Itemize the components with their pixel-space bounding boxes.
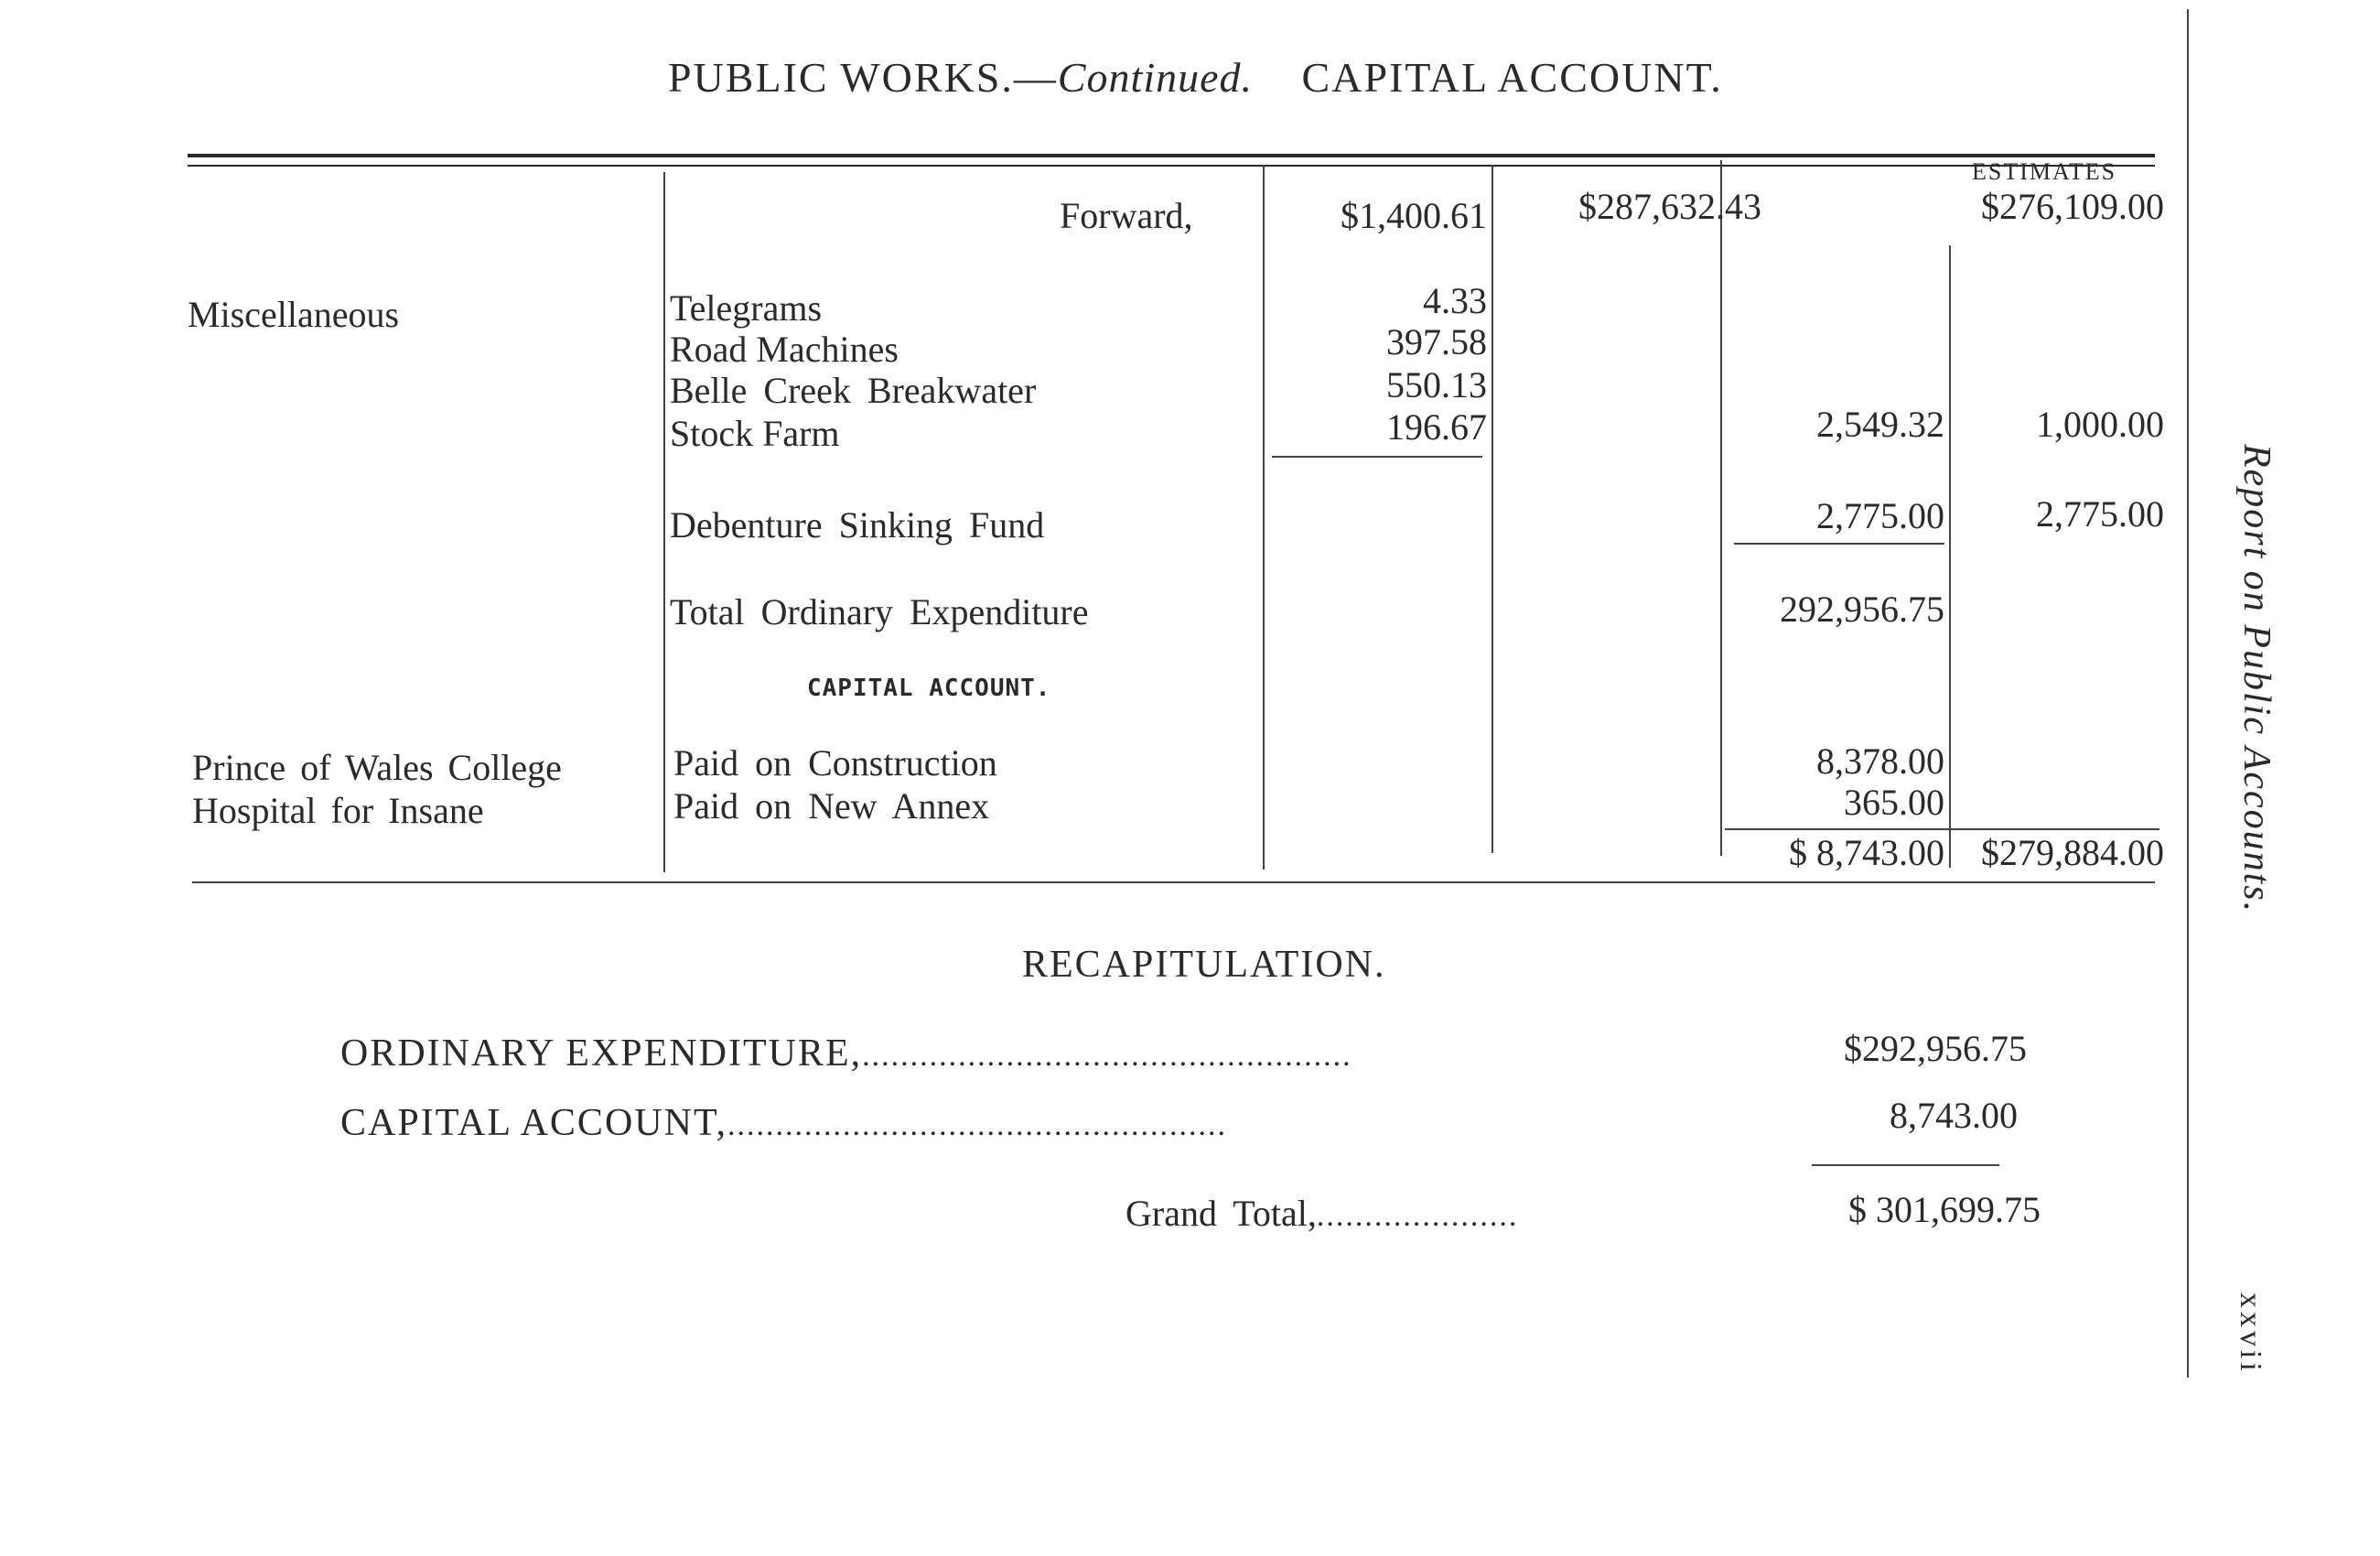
col-line-5 bbox=[1949, 245, 1951, 868]
misc-estimate: 1,000.00 bbox=[2036, 404, 2164, 445]
right-margin-rule bbox=[2187, 9, 2189, 1378]
debenture-amount: 2,775.00 bbox=[1816, 495, 1944, 536]
recap-label: CAPITAL ACCOUNT, bbox=[340, 1102, 727, 1144]
grand-total-label: Grand Total, bbox=[1125, 1193, 1317, 1234]
misc-item-amount: 550.13 bbox=[1386, 364, 1487, 405]
debenture-rule bbox=[1734, 543, 1944, 545]
header-continued: Continued. bbox=[1057, 54, 1254, 101]
top-rule-thick bbox=[188, 154, 2155, 157]
recap-dots: ................................................... bbox=[862, 1039, 1352, 1073]
grand-total-amount: $ 301,699.75 bbox=[1848, 1189, 2041, 1230]
total-ordinary-label: Total Ordinary Expenditure bbox=[670, 591, 1089, 632]
col-line-1 bbox=[663, 172, 665, 872]
recap-total-rule bbox=[1812, 1164, 1999, 1166]
capital-total-estimate: $279,884.00 bbox=[1981, 832, 2164, 873]
page-number: xxvii bbox=[2234, 1292, 2267, 1375]
recap-row-2 bbox=[340, 1101, 1227, 1145]
recap-amount: 8,743.00 bbox=[1890, 1095, 2018, 1136]
misc-subtotal: 2,549.32 bbox=[1816, 404, 1944, 445]
recap-dots: .................................................... bbox=[727, 1108, 1227, 1142]
header-left: PUBLIC WORKS.— bbox=[668, 54, 1058, 101]
recap-title: RECAPITULATION. bbox=[1022, 944, 1386, 986]
misc-item-amount: 397.58 bbox=[1386, 321, 1487, 362]
capital-category: Prince of Wales College bbox=[192, 747, 562, 788]
capital-amount: 8,378.00 bbox=[1816, 740, 1944, 782]
capital-account-heading: CAPITAL ACCOUNT. bbox=[807, 675, 1051, 702]
debenture-label: Debenture Sinking Fund bbox=[670, 504, 1045, 546]
estimates-header: ESTIMATES bbox=[1972, 158, 2117, 185]
side-title: Report on Public Accounts. bbox=[2235, 444, 2278, 914]
capital-category: Hospital for Insane bbox=[192, 790, 484, 831]
capital-label: Paid on New Annex bbox=[673, 785, 990, 827]
misc-item-label: Belle Creek Breakwater bbox=[670, 370, 1037, 411]
top-rule-thin bbox=[188, 165, 2155, 167]
grand-total-row bbox=[1125, 1192, 1518, 1235]
table-bottom-rule bbox=[192, 881, 2155, 883]
misc-item-label: Stock Farm bbox=[670, 413, 840, 454]
misc-item-label: Road Machines bbox=[670, 329, 899, 370]
debenture-estimate: 2,775.00 bbox=[2036, 493, 2164, 535]
misc-item-amount: 196.67 bbox=[1386, 406, 1487, 448]
misc-item-amount: 4.33 bbox=[1423, 280, 1487, 321]
recap-amount: $292,956.75 bbox=[1844, 1028, 2027, 1069]
misc-subtotal-rule bbox=[1272, 456, 1482, 458]
forward-col4: $276,109.00 bbox=[1981, 186, 2164, 227]
forward-col1: $1,400.61 bbox=[1341, 195, 1487, 236]
header-right: CAPITAL ACCOUNT. bbox=[1301, 54, 1723, 101]
capital-amount: 365.00 bbox=[1844, 782, 1944, 823]
total-ordinary-amount: 292,956.75 bbox=[1780, 589, 1944, 630]
recap-label: ORDINARY EXPENDITURE, bbox=[340, 1032, 863, 1075]
forward-col3: $287,632.43 bbox=[1578, 186, 1761, 227]
misc-item-label: Telegrams bbox=[670, 287, 823, 329]
forward-label: Forward, bbox=[1060, 195, 1193, 236]
capital-label: Paid on Construction bbox=[673, 742, 997, 783]
capital-total-rule bbox=[1725, 828, 2159, 830]
page-header bbox=[668, 53, 1723, 102]
col-line-3 bbox=[1492, 165, 1493, 853]
col-line-2 bbox=[1263, 165, 1265, 870]
grand-total-dots: ..................... bbox=[1316, 1199, 1519, 1233]
misc-category: Miscellaneous bbox=[188, 294, 400, 335]
capital-total-amount: $ 8,743.00 bbox=[1789, 832, 1944, 873]
recap-row-1 bbox=[340, 1032, 1352, 1075]
